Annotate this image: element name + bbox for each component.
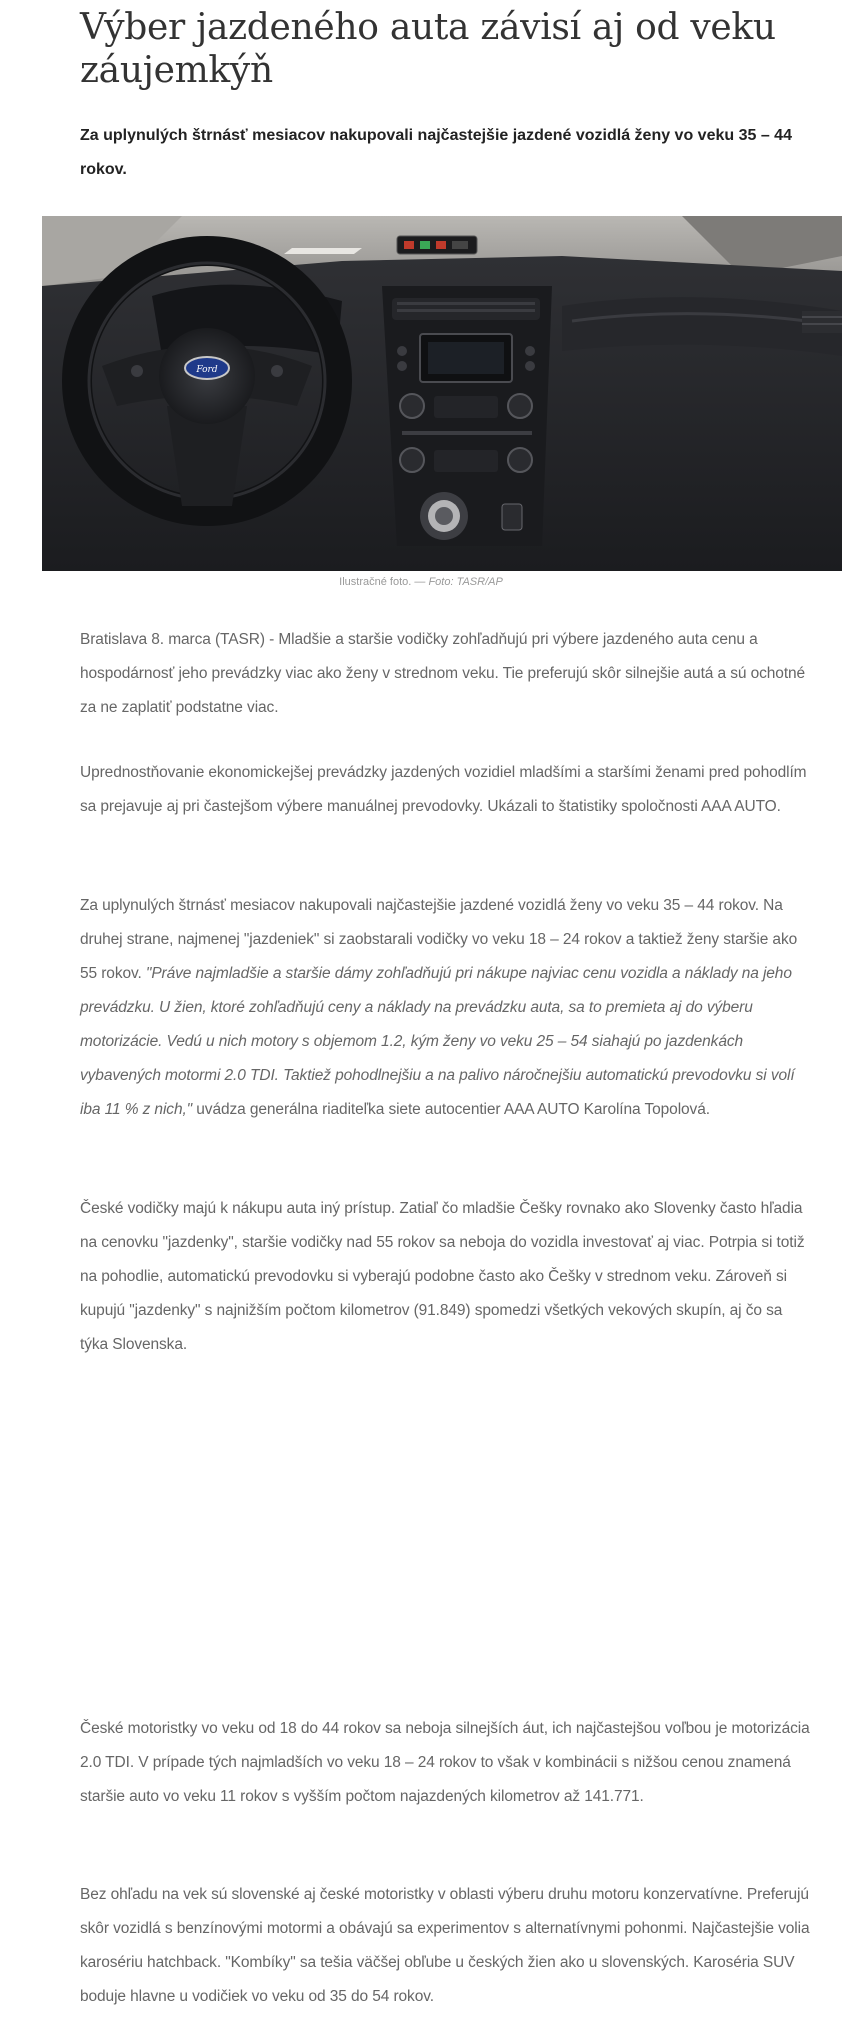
car-interior-illustration <box>42 216 842 571</box>
paragraph-4: České vodičky majú k nákupu auta iný prístup. Zatiaľ čo mladšie Češky rovnako ako Slovenky často hľadia na cenovku "jazdenky", staršie vodičky nad 55 rokov sa neboja do vozidla investovať aj viac. Potrpia si totiž na pohodlie, automatickú prevodovku si vyberajú podobne často ako Češky v strednom veku. Zároveň si kupujú "jazdenky" s najnižším počtom kilometrov (91.849) spomedzi všetkých vekových skupín, aj čo sa týka Slovenska. <box>80 1200 805 1353</box>
article-lead: Za uplynulých štrnásť mesiacov nakupovali najčastejšie jazdené vozidlá ženy vo veku 35 – 44 rokov. <box>80 127 792 178</box>
caption-text: Ilustračné foto. <box>339 576 412 588</box>
article-photo <box>42 216 842 571</box>
paragraph-6: Bez ohľadu na vek sú slovenské aj české motoristky v oblasti výberu druhu motoru konzervatívne. Preferujú skôr vozidlá s benzínovými motormi a obávajú sa experimentov s alternatívnymi pohonmi. Najčastejšie volia karosériu hatchback. "Kombíky" sa tešia väčšej obľube u českých žien ako u slovenských. Karoséria SUV boduje hlavne u vodičiek vo veku od 35 do 54 rokov. <box>80 1886 810 2005</box>
article-title: Výber jazdeného auta závisí aj od veku záujemkýň <box>80 7 776 91</box>
paragraph-5: České motoristky vo veku od 18 do 44 rokov sa neboja silnejších áut, ich najčastejšou voľbou je motorizácia 2.0 TDI. V prípade tých najmladších vo veku 18 – 24 rokov to však v kombinácii s nižšou cenou znamená staršie auto vo veku 11 rokov s vyšším počtom najazdených kilometrov až 141.771. <box>80 1720 810 1805</box>
paragraph-2: Uprednostňovanie ekonomickejšej prevádzky jazdených vozidiel mladšími a staršími ženami pred pohodlím sa prejavuje aj pri častejšom výbere manuálnej prevodovky. Ukázali to štatistiky spoločnosti AAA AUTO. <box>80 764 807 815</box>
paragraph-3-text-start: Za uplynulých štrnásť mesiacov nakupovali najčastejšie jazdené vozidlá ženy vo veku 35 – 44 rokov. Na druhej strane, najmenej "jazdeniek" si zaobstarali vodičky vo veku 18 – 24 rokov a taktiež ženy staršie ako 55 rokov. <box>80 897 798 982</box>
svg-text:Ford: Ford <box>196 365 218 375</box>
paragraph-3-quote: "Práve najmladšie a staršie dámy zohľadňujú pri nákupe najviac cenu vozidla a náklady na jeho prevádzku. U žien, ktoré zohľadňujú ceny a náklady na prevádzku auta, sa to premieta aj do výberu motorizácie. Vedú u nich motory s objemom 1.2, kým ženy vo veku 25 – 54 siahajú po jazdenkách vybavených motormi 2.0 TDI. Taktiež pohodlnejšiu a na palivo náročnejšiu automatickú prevodovku si volí iba 11 % z nich," <box>80 965 795 1118</box>
paragraph-3-text-end: uvádza generálna riaditeľka siete autocentier AAA AUTO Karolína Topolová. <box>192 1101 710 1118</box>
paragraph-3 <box>80 889 810 1127</box>
paragraph-1: Bratislava 8. marca (TASR) - Mladšie a staršie vodičky zohľadňujú pri výbere jazdeného auta cenu a hospodárnosť jeho prevádzky viac ako ženy v strednom veku. Tie preferujú skôr silnejšie autá a sú ochotné za ne zaplatiť podstatne viac. <box>80 631 806 716</box>
photo-caption <box>0 574 842 590</box>
caption-source: — Foto: TASR/AP <box>411 576 503 588</box>
